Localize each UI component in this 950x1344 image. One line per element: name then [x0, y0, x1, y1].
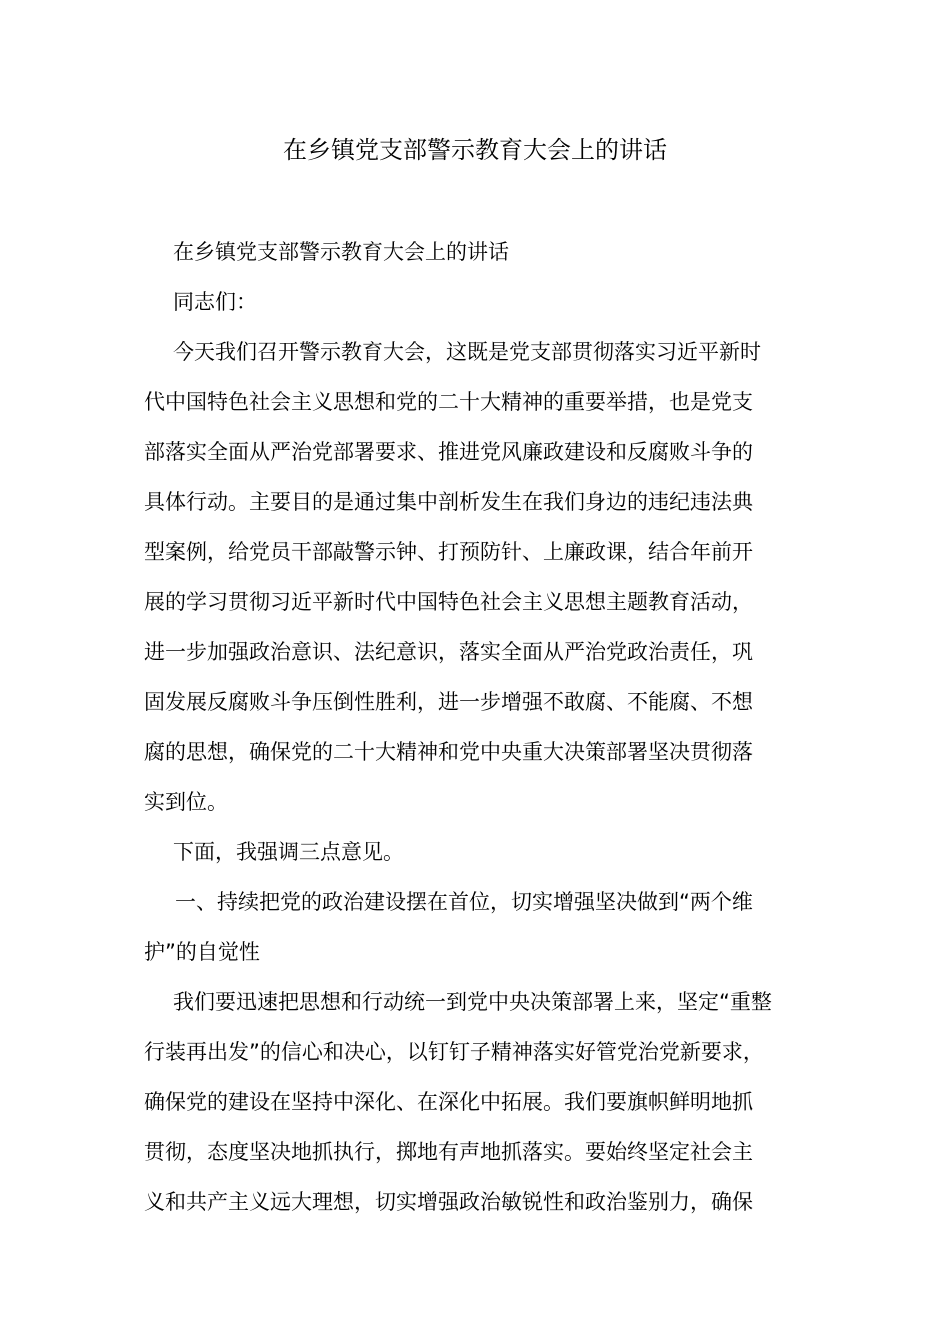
body-line: 实到位。 [144, 790, 228, 814]
body-line: 在乡镇党支部警示教育大会上的讲话 [173, 240, 509, 264]
section-heading-line: 一、持续把党的政治建设摆在首位，切实增强坚决做到“两个维 [175, 890, 753, 914]
body-line: 展的学习贯彻习近平新时代中国特色社会主义思想主题教育活动， [144, 590, 753, 614]
body-line: 具体行动。主要目的是通过集中剖析发生在我们身边的违纪违法典 [144, 490, 753, 514]
body-line: 进一步加强政治意识、法纪意识，落实全面从严治党政治责任，巩 [144, 640, 753, 664]
section-heading-line: 护”的自觉性 [144, 940, 260, 964]
body-line: 代中国特色社会主义思想和党的二十大精神的重要举措，也是党支 [144, 390, 753, 414]
body-line: 下面，我强调三点意见。 [173, 840, 404, 864]
body-line: 行装再出发”的信心和决心，以钉钉子精神落实好管党治党新要求， [144, 1040, 764, 1064]
document-title: 在乡镇党支部警示教育大会上的讲话 [283, 136, 667, 164]
body-line: 同志们： [173, 290, 257, 314]
body-line: 部落实全面从严治党部署要求、推进党风廉政建设和反腐败斗争的 [144, 440, 753, 464]
body-line: 型案例，给党员干部敲警示钟、打预防针、上廉政课，结合年前开 [144, 540, 753, 564]
body-line: 固发展反腐败斗争压倒性胜利，进一步增强不敢腐、不能腐、不想 [144, 690, 753, 714]
document-body [144, 227, 806, 1227]
body-line: 贯彻，态度坚决地抓执行，掷地有声地抓落实。要始终坚定社会主 [144, 1140, 753, 1164]
body-line: 我们要迅速把思想和行动统一到党中央决策部署上来，坚定“重整 [173, 990, 772, 1014]
body-line: 确保党的建设在坚持中深化、在深化中拓展。我们要旗帜鲜明地抓 [144, 1090, 753, 1114]
body-line: 今天我们召开警示教育大会，这既是党支部贯彻落实习近平新时 [173, 340, 761, 364]
body-line: 义和共产主义远大理想，切实增强政治敏锐性和政治鉴别力，确保 [144, 1190, 753, 1214]
body-line: 腐的思想，确保党的二十大精神和党中央重大决策部署坚决贯彻落 [144, 740, 753, 764]
